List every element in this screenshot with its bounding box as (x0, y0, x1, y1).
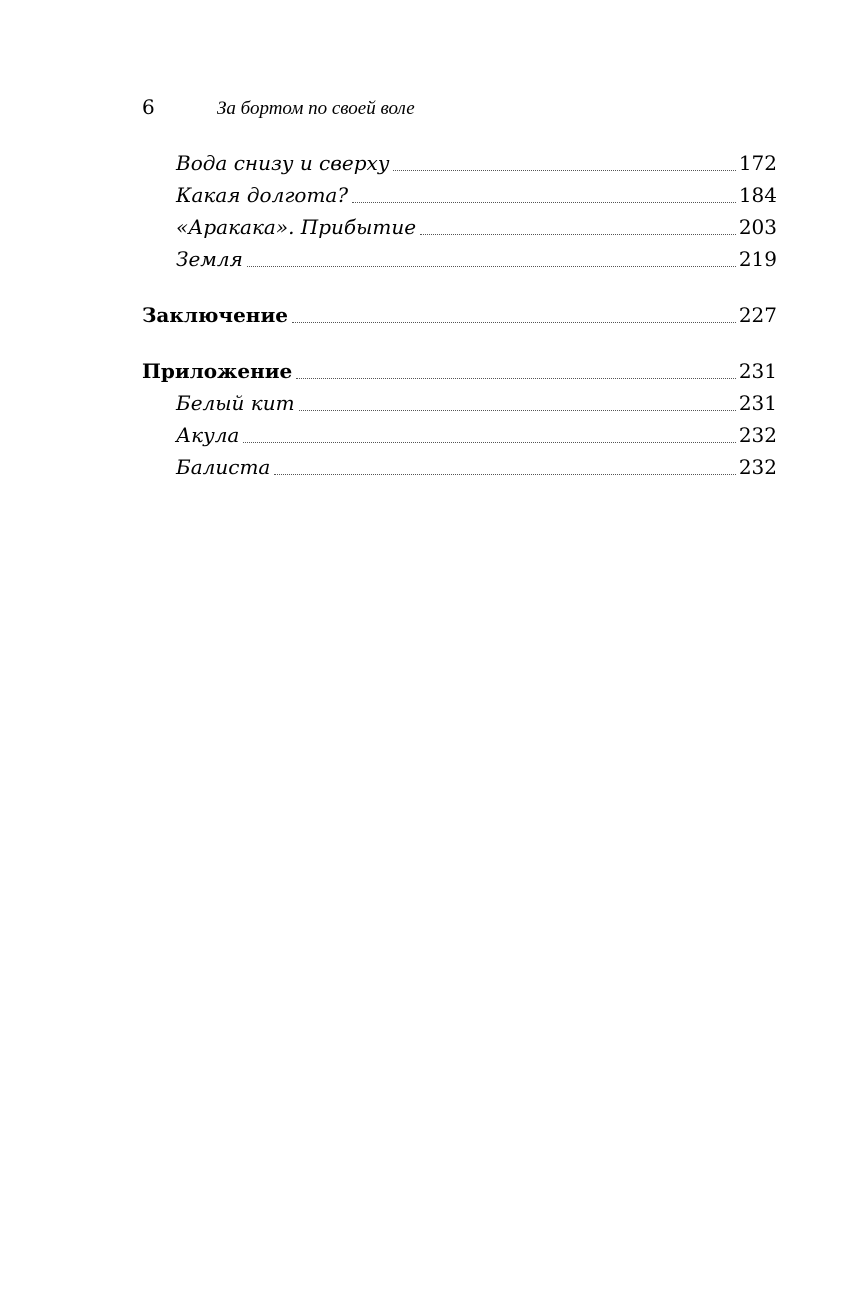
dot-leader (352, 202, 736, 203)
toc-entry-title: Белый кит (176, 391, 295, 415)
toc-entry-title: Акула (176, 423, 240, 447)
toc-entry-balista[interactable] (176, 454, 777, 480)
toc-entry-title: «Аракака». Прибытие (176, 215, 417, 239)
dot-leader (247, 266, 736, 267)
toc-entry-title: Вода снизу и сверху (176, 151, 390, 175)
toc-entry-title: Балиста (176, 455, 271, 479)
toc-entry-title: Какая долгота? (176, 183, 349, 207)
running-head (142, 95, 415, 121)
toc-entry-page: 227 (738, 303, 777, 327)
dot-leader (296, 378, 736, 379)
toc-entry-page: 172 (738, 151, 777, 175)
toc-entry-page: 219 (738, 247, 777, 271)
page-number: 6 (142, 95, 155, 119)
dot-leader (299, 410, 736, 411)
dot-leader (420, 234, 736, 235)
toc-entry-page: 184 (738, 183, 777, 207)
toc-entry-arakaka[interactable] (176, 214, 777, 240)
dot-leader (393, 170, 735, 171)
toc-entry-title: Заключение (142, 303, 288, 327)
toc-entry-prilozhenie[interactable] (142, 358, 777, 384)
toc-entry-page: 232 (738, 455, 777, 479)
dot-leader (243, 442, 735, 443)
toc-entry-kakaya-dolgota[interactable] (176, 182, 777, 208)
toc-entry-page: 203 (738, 215, 777, 239)
dot-leader (292, 322, 736, 323)
dot-leader (274, 474, 735, 475)
toc-entry-page: 232 (738, 423, 777, 447)
book-title: За бортом по своей воле (217, 98, 415, 119)
toc-entry-title: Земля (176, 247, 243, 271)
toc-entry-zaklyuchenie[interactable] (142, 302, 777, 328)
toc-entry-page: 231 (738, 391, 777, 415)
toc-entry-akula[interactable] (176, 422, 777, 448)
toc-entry-zemlya[interactable] (176, 246, 777, 272)
toc-entry-title: Приложение (142, 359, 293, 383)
toc-entry-page: 231 (738, 359, 777, 383)
toc-entry-belyi-kit[interactable] (176, 390, 777, 416)
toc-entry-voda-snizu[interactable] (176, 150, 777, 176)
